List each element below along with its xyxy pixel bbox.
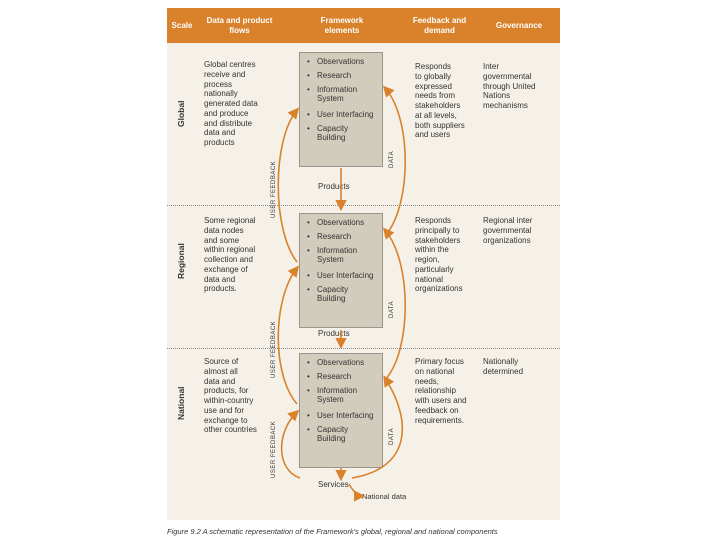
framework-item-line: Information [317, 85, 358, 94]
header-elements-line: Framework [320, 16, 364, 26]
flows-text-line: exchange to [204, 415, 248, 425]
framework-item-line: Building [317, 293, 346, 303]
feedback-text-line: particularly [415, 264, 454, 274]
flows-text-line: exchange of [204, 264, 248, 274]
flows-text-line: Global centres [204, 60, 256, 69]
framework-item-line: Capacity [317, 425, 349, 434]
governance-text-line: governmental [483, 225, 532, 235]
header-elements-line: elements [324, 25, 360, 35]
header-flows-line: flows [229, 25, 250, 35]
governance-text-line: organizations [483, 235, 531, 245]
header-flows-line: Data and product [206, 16, 273, 26]
framework-item-line: Information [317, 386, 358, 395]
flows-text-line: products, for [204, 386, 249, 396]
bullet-icon: • [307, 218, 310, 227]
bullet-icon: • [307, 411, 310, 420]
bullet-icon: • [307, 372, 310, 381]
feedback-text-line: with users and [415, 396, 467, 405]
scale-label-regional: Regional [176, 243, 186, 279]
feedback-text-line: principally to [415, 225, 460, 235]
governance-text-line: through United [483, 81, 536, 91]
header-scale-text: Scale [171, 20, 193, 30]
scale-label-global: Global [176, 100, 186, 127]
governance-text-line: Nationally [483, 357, 519, 366]
flows-text-line: data and [204, 128, 236, 138]
data-label: DATA [389, 150, 395, 168]
governance-text-line: Regional inter [483, 216, 533, 225]
framework-item-line: System [317, 254, 344, 264]
feedback-text-line: at all levels, [415, 110, 457, 120]
national-data-arrow [349, 484, 362, 496]
framework-item-line: Building [317, 433, 346, 443]
bullet-icon: • [307, 110, 310, 119]
framework-item-line: Observations [317, 57, 365, 66]
framework-item-line: User Interfacing [317, 110, 374, 119]
flows-text-line: Source of [204, 357, 239, 366]
header-governance-text: Governance [495, 20, 543, 30]
framework-item-line: System [317, 394, 344, 404]
feedback-text-line: needs from [415, 91, 456, 101]
user-feedback-arrow [282, 412, 300, 478]
data-arrow [385, 88, 405, 236]
header-feedback-line: Feedback and [412, 16, 467, 26]
feedback-text-line: Primary focus [415, 357, 464, 366]
feedback-text-line: within the [415, 245, 449, 255]
national-data-label: National data [362, 492, 407, 501]
framework-item-line: Information [317, 246, 358, 255]
framework-item-line: Research [317, 372, 352, 381]
flows-text-line: other countries [204, 425, 257, 435]
framework-item-line: Building [317, 132, 346, 142]
governance-text-line: Nations [483, 91, 511, 101]
feedback-text-line: requirements. [415, 415, 464, 425]
bullet-icon: • [307, 85, 310, 94]
bullet-icon: • [307, 71, 310, 80]
flows-text-line: receive and [204, 69, 246, 79]
scale-label-national: National [176, 386, 186, 420]
flows-text-line: products. [204, 284, 237, 294]
framework-item-line: Observations [317, 358, 365, 367]
feedback-text-line: expressed [415, 81, 452, 91]
products-label: Products [318, 182, 350, 191]
feedback-text-line: national [415, 274, 444, 284]
framework-item-line: System [317, 93, 344, 103]
flows-text-line: within regional [204, 245, 256, 255]
bullet-icon: • [307, 358, 310, 367]
data-arrow [385, 230, 405, 380]
framework-item-line: Research [317, 71, 352, 80]
flows-text-line: nationally [204, 89, 238, 99]
feedback-text-line: region, [415, 255, 440, 264]
header-feedback-line: demand [424, 25, 455, 35]
feedback-text-line: relationship [415, 386, 456, 396]
flows-text-line: process [204, 79, 233, 89]
bullet-icon: • [307, 425, 310, 434]
figure-caption: Figure 9.2 A schematic representation of the Framework's global, regional and national components [167, 527, 498, 536]
framework-item-line: Capacity [317, 124, 349, 133]
flows-text-line: and some [204, 235, 240, 245]
flows-text-line: within-country [204, 396, 254, 405]
user-feedback-label: USER FEEDBACK [271, 160, 277, 218]
flows-text-line: data and [204, 376, 236, 386]
user-feedback-arrow [278, 110, 297, 262]
feedback-text-line: feedback on [415, 405, 459, 415]
bullet-icon: • [307, 386, 310, 395]
data-label: DATA [389, 427, 395, 445]
feedback-text-line: Responds [415, 216, 452, 225]
services-label: Services [318, 480, 349, 489]
feedback-text-line: Responds [415, 62, 452, 71]
flows-text-line: data nodes [204, 225, 244, 235]
flows-text-line: generated data [204, 99, 258, 108]
user-feedback-label: USER FEEDBACK [271, 420, 277, 478]
governance-text-line: determined [483, 366, 524, 376]
governance-text-line: governmental [483, 71, 532, 81]
feedback-text-line: to globally [415, 71, 452, 81]
feedback-text-line: both suppliers [415, 120, 465, 130]
flows-text-line: collection and [204, 255, 253, 264]
flows-text-line: Some regional [204, 216, 256, 225]
flows-text-line: products [204, 138, 235, 147]
feedback-text-line: needs, [415, 376, 440, 386]
user-feedback-arrow [278, 268, 297, 404]
bullet-icon: • [307, 285, 310, 294]
framework-item-line: User Interfacing [317, 411, 374, 420]
bullet-icon: • [307, 124, 310, 133]
framework-item-line: Capacity [317, 285, 349, 294]
products-label: Products [318, 329, 350, 338]
flows-text-line: data and [204, 274, 236, 284]
bullet-icon: • [307, 271, 310, 280]
feedback-text-line: stakeholders [415, 101, 461, 110]
governance-text-line: Inter [483, 62, 500, 71]
framework-item-line: Research [317, 232, 352, 241]
bullet-icon: • [307, 57, 310, 66]
data-arrow [352, 378, 402, 478]
framework-item-line: User Interfacing [317, 271, 374, 280]
flows-text-line: and produce [204, 108, 249, 118]
bullet-icon: • [307, 232, 310, 241]
feedback-text-line: and users [415, 130, 451, 140]
feedback-text-line: on national [415, 366, 455, 376]
data-label: DATA [389, 300, 395, 318]
governance-text-line: mechanisms [483, 101, 528, 110]
feedback-text-line: stakeholders [415, 235, 461, 245]
flows-text-line: almost all [204, 366, 238, 376]
flows-text-line: use and for [204, 405, 245, 415]
flows-text-line: and distribute [204, 118, 253, 128]
feedback-text-line: organizations [415, 284, 463, 294]
framework-item-line: Observations [317, 218, 365, 227]
user-feedback-label: USER FEEDBACK [271, 320, 277, 378]
bullet-icon: • [307, 246, 310, 255]
